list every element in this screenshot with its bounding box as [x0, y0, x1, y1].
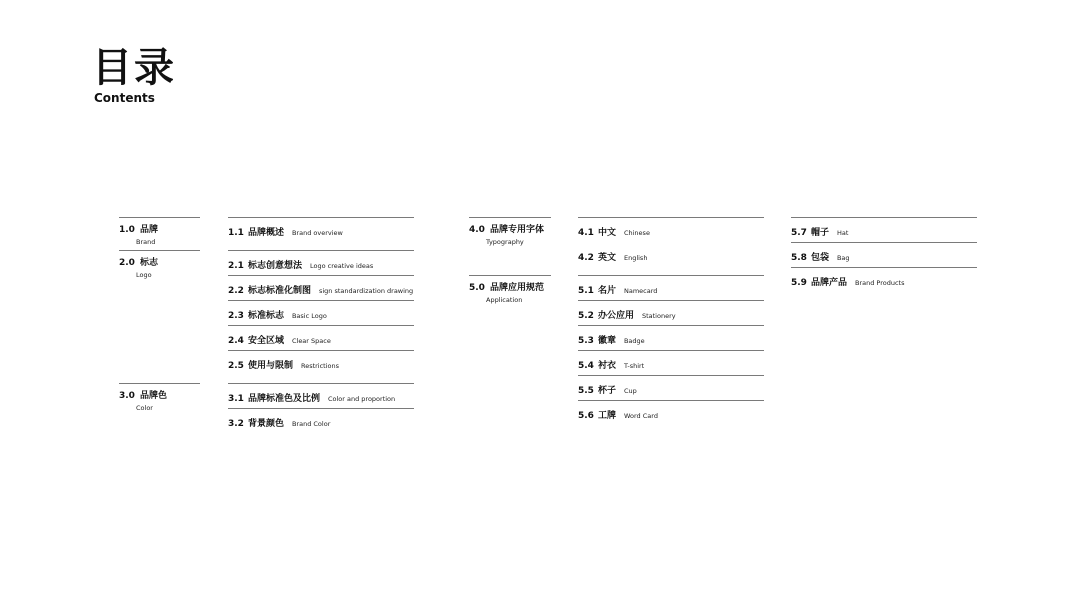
section-color[interactable] [119, 390, 167, 414]
item-subtitle: Clear Space [291, 337, 331, 345]
item-number: 4.1 [578, 228, 594, 238]
item-title: 办公应用 [597, 311, 634, 321]
item-title: 品牌产品 [810, 278, 847, 288]
divider [578, 350, 764, 351]
divider [228, 325, 414, 326]
divider [791, 267, 977, 268]
page-title: 目录 [92, 45, 176, 91]
item-subtitle: Cup [623, 387, 637, 395]
item-subtitle: Badge [623, 337, 645, 345]
section-subtitle: Typography [486, 238, 524, 246]
item-subtitle: Color and proportion [327, 395, 396, 403]
section-number: 4.0 [469, 225, 485, 235]
item-title: 标准标志 [247, 311, 284, 321]
divider [119, 383, 200, 384]
toc-item-badge[interactable] [578, 332, 645, 347]
section-subtitle: Color [136, 404, 153, 412]
section-subtitle: Application [486, 296, 523, 304]
item-subtitle: Stationery [641, 312, 676, 320]
section-title: 品牌 [139, 225, 158, 235]
item-number: 2.3 [228, 311, 244, 321]
item-subtitle: sign standardization drawing [318, 287, 414, 295]
toc-item-clear-space[interactable] [228, 332, 331, 347]
section-title: 品牌专用字体 [489, 225, 544, 235]
divider [791, 242, 977, 243]
item-subtitle: Basic Logo [291, 312, 327, 320]
toc-item-restrictions[interactable] [228, 357, 339, 372]
item-number: 3.2 [228, 419, 244, 429]
divider [578, 325, 764, 326]
item-number: 5.1 [578, 286, 594, 296]
item-number: 5.8 [791, 253, 807, 263]
toc-item-standardization-drawing[interactable] [228, 282, 413, 297]
item-title: 标志创意想法 [247, 261, 302, 271]
section-brand[interactable] [119, 224, 158, 248]
toc-item-basic-logo[interactable] [228, 307, 327, 322]
item-number: 5.9 [791, 278, 807, 288]
item-title: 徽章 [597, 336, 616, 346]
item-number: 5.2 [578, 311, 594, 321]
page-subtitle: Contents [94, 91, 155, 105]
toc-item-stationery[interactable] [578, 307, 676, 322]
item-title: 品牌标准色及比例 [247, 394, 320, 404]
item-subtitle: Word Card [623, 412, 658, 420]
item-subtitle: Namecard [623, 287, 658, 295]
divider [228, 275, 414, 276]
item-number: 1.1 [228, 228, 244, 238]
section-typography[interactable] [469, 224, 544, 248]
item-title: 品牌概述 [247, 228, 284, 238]
toc-item-hat[interactable] [791, 224, 848, 239]
item-subtitle: Chinese [623, 229, 650, 237]
section-number: 3.0 [119, 391, 135, 401]
item-subtitle: T-shirt [623, 362, 645, 370]
section-title: 品牌色 [139, 391, 167, 401]
item-subtitle: Brand Products [854, 279, 905, 287]
item-title: 中文 [597, 228, 616, 238]
item-title: 安全区域 [247, 336, 284, 346]
item-number: 4.2 [578, 253, 594, 263]
divider [469, 217, 551, 218]
divider [469, 275, 551, 276]
divider [228, 250, 414, 251]
item-number: 3.1 [228, 394, 244, 404]
item-subtitle: Logo creative ideas [309, 262, 374, 270]
item-title: 背景颜色 [247, 419, 284, 429]
divider [578, 275, 764, 276]
item-title: 包袋 [810, 253, 829, 263]
divider [228, 383, 414, 384]
section-subtitle: Brand [136, 238, 156, 246]
toc-item-cup[interactable] [578, 382, 637, 397]
item-title: 名片 [597, 286, 616, 296]
item-subtitle: Restrictions [300, 362, 340, 370]
toc-item-namecard[interactable] [578, 282, 657, 297]
item-title: 英文 [597, 253, 616, 263]
toc-item-logo-creative-ideas[interactable] [228, 257, 373, 272]
divider [119, 217, 200, 218]
item-title: 使用与限制 [247, 361, 293, 371]
divider [228, 408, 414, 409]
section-title: 标志 [139, 258, 158, 268]
divider [228, 300, 414, 301]
divider [578, 400, 764, 401]
item-title: 帽子 [810, 228, 829, 238]
divider [791, 217, 977, 218]
section-subtitle: Logo [136, 271, 152, 279]
divider [578, 300, 764, 301]
divider [228, 217, 414, 218]
toc-item-color-proportion[interactable] [228, 390, 395, 405]
divider [578, 217, 764, 218]
toc-item-brand-overview[interactable] [228, 224, 343, 239]
section-number: 2.0 [119, 258, 135, 268]
divider [119, 250, 200, 251]
section-application[interactable] [469, 282, 544, 306]
divider [228, 350, 414, 351]
item-number: 5.5 [578, 386, 594, 396]
item-number: 5.3 [578, 336, 594, 346]
section-logo[interactable] [119, 257, 158, 281]
item-number: 5.7 [791, 228, 807, 238]
item-number: 2.5 [228, 361, 244, 371]
section-number: 5.0 [469, 283, 485, 293]
item-title: 衬衣 [597, 361, 616, 371]
toc-item-bag[interactable] [791, 249, 850, 264]
item-number: 2.4 [228, 336, 244, 346]
toc-item-tshirt[interactable] [578, 357, 644, 372]
item-subtitle: Hat [836, 229, 849, 237]
item-subtitle: English [623, 254, 648, 262]
item-title: 杯子 [597, 386, 616, 396]
divider [578, 375, 764, 376]
toc-item-english[interactable] [578, 249, 647, 264]
toc-item-brand-products[interactable] [791, 274, 904, 289]
item-number: 5.4 [578, 361, 594, 371]
toc-item-chinese[interactable] [578, 224, 650, 239]
toc-item-brand-color[interactable] [228, 415, 330, 430]
section-number: 1.0 [119, 225, 135, 235]
item-number: 5.6 [578, 411, 594, 421]
item-title: 工牌 [597, 411, 616, 421]
item-title: 标志标准化制图 [247, 286, 311, 296]
item-subtitle: Bag [836, 254, 850, 262]
item-number: 2.1 [228, 261, 244, 271]
item-number: 2.2 [228, 286, 244, 296]
item-subtitle: Brand Color [291, 420, 331, 428]
item-subtitle: Brand overview [291, 229, 343, 237]
section-title: 品牌应用规范 [489, 283, 544, 293]
toc-item-word-card[interactable] [578, 407, 658, 422]
